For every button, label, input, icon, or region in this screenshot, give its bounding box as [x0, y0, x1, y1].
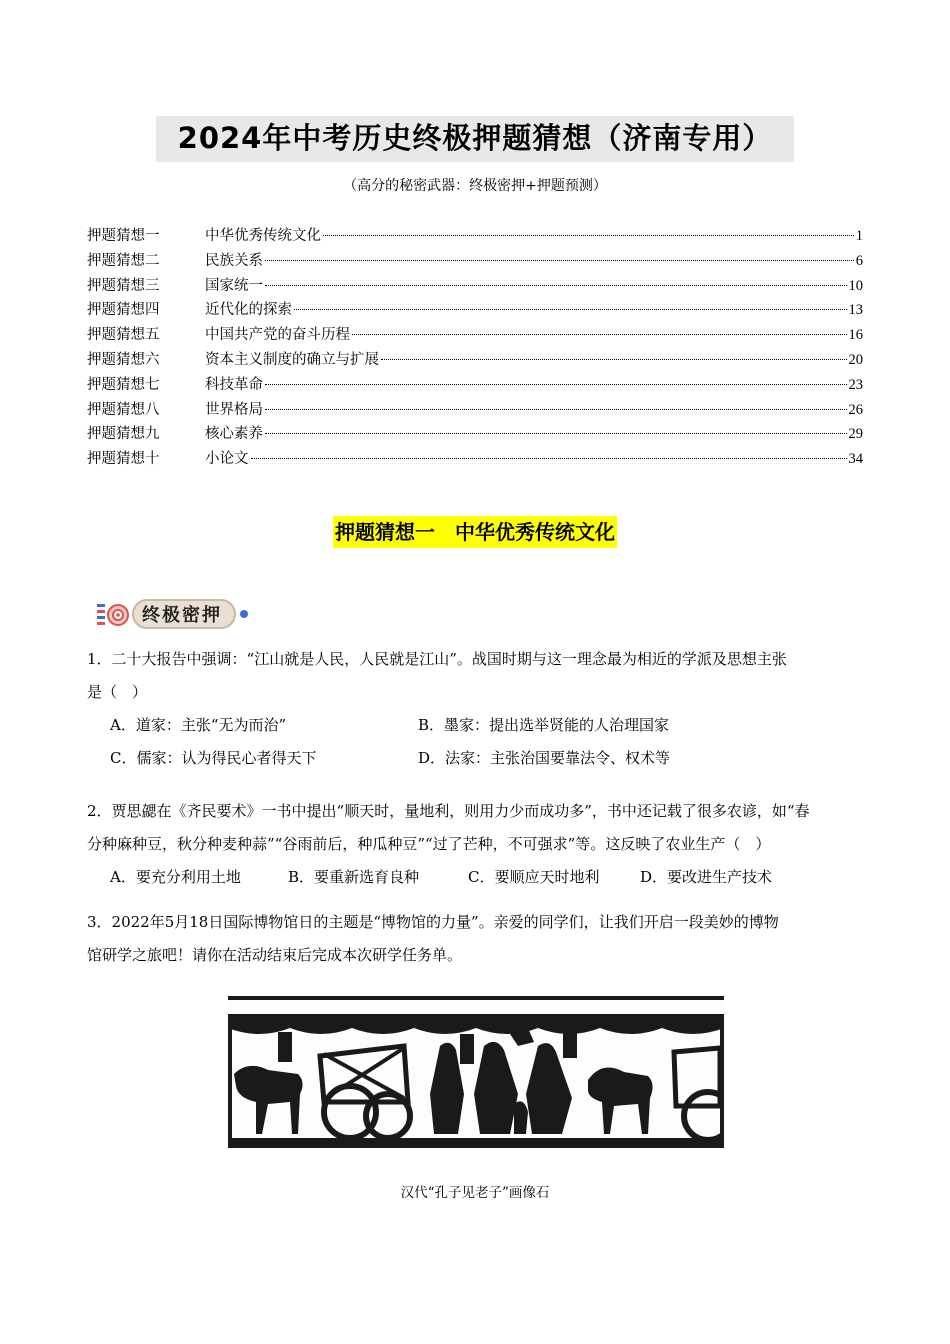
toc-entry-title: 中国共产党的奋斗历程 [205, 327, 350, 344]
toc-leader-dots [323, 235, 854, 236]
toc-entry[interactable] [87, 251, 863, 276]
toc-entry-label: 押题猜想二 [87, 252, 160, 269]
toc-entry-label: 押题猜想三 [87, 277, 160, 294]
toc-entry-label: 押题猜想八 [87, 401, 160, 418]
option-row [87, 861, 863, 894]
toc-entry-title: 资本主义制度的确立与扩展 [205, 351, 379, 368]
section-heading-wrap [0, 516, 950, 548]
option-a[interactable]: A．要充分利用土地 [110, 868, 241, 886]
toc-entry-page: 29 [848, 426, 863, 443]
toc-entry-title: 近代化的探索 [205, 302, 292, 319]
option-row [87, 742, 863, 775]
section-badge [96, 596, 248, 632]
toc-entry-title: 科技革命 [205, 376, 263, 393]
target-icon [96, 599, 130, 629]
toc-entry[interactable] [87, 276, 863, 301]
toc-entry-label: 押题猜想四 [87, 302, 160, 319]
document-title: 2024年中考历史终极押题猜想（济南专用） [156, 116, 795, 162]
toc-entry-title: 小论文 [205, 451, 249, 468]
toc-entry-label: 押题猜想十 [87, 451, 160, 468]
question-stem-line: 1．二十大报告中强调：“江山就是人民，人民就是江山”。战国时期与这一理念最为相近的学派及思想主张 [87, 650, 787, 668]
option-c[interactable]: C．儒家：认为得民心者得天下 [110, 749, 317, 767]
toc-entry[interactable] [87, 424, 863, 449]
toc-entry-label: 押题猜想九 [87, 426, 160, 443]
toc-entry-title: 核心素养 [205, 426, 263, 443]
document-subtitle: （高分的秘密武器：终极密押+押题预测） [343, 178, 607, 194]
question-2 [87, 795, 863, 894]
toc-leader-dots [265, 409, 847, 410]
toc-entry-page: 26 [848, 401, 863, 418]
toc-entry-page: 13 [848, 302, 863, 319]
question-stem-line: 是（ ） [87, 683, 148, 701]
toc-leader-dots [265, 285, 847, 286]
toc-entry-label: 押题猜想六 [87, 351, 160, 368]
toc-entry-label: 押题猜想五 [87, 327, 160, 344]
option-d[interactable]: D．法家：主张治国要靠法令、权术等 [418, 749, 671, 767]
toc-entry-title: 中华优秀传统文化 [205, 228, 321, 244]
badge-dot-icon [240, 610, 248, 618]
toc-entry[interactable] [87, 226, 863, 251]
toc-entry-page: 16 [848, 327, 863, 344]
toc-leader-dots [251, 458, 847, 459]
question-stem-line: 3．2022年5月18日国际博物馆日的主题是“博物馆的力量”。亲爱的同学们，让我们开启一段美妙的博物 [87, 913, 779, 931]
toc-entry-label: 押题猜想七 [87, 376, 160, 393]
option-a[interactable]: A．道家：主张“无为而治” [110, 716, 287, 734]
toc-entry-label: 押题猜想一 [87, 228, 160, 244]
stone-relief-image [228, 994, 724, 1148]
toc-entry-page: 34 [848, 451, 863, 468]
question-stem-line: 分种麻种豆，秋分种麦种蒜”“谷雨前后，种瓜种豆”“过了芒种，不可强求”等。这反映了农业生产（ ） [87, 835, 771, 853]
option-d[interactable]: D．要改进生产技术 [640, 868, 773, 886]
toc-entry[interactable] [87, 400, 863, 425]
option-b[interactable]: B．要重新选育良种 [288, 868, 420, 886]
option-b[interactable]: B．墨家：提出选举贤能的人治理国家 [418, 716, 670, 734]
option-row [87, 709, 863, 742]
toc-leader-dots [381, 359, 847, 360]
toc-entry-page: 10 [848, 277, 863, 294]
section-heading: 押题猜想一 中华优秀传统文化 [333, 516, 617, 548]
toc-leader-dots [352, 334, 847, 335]
option-c[interactable]: C．要顺应天时地利 [468, 868, 600, 886]
question-stem-line: 2．贾思勰在《齐民要术》一书中提出“顺天时，量地利，则用力少而成功多”，书中还记载了很多农谚，如“春 [87, 802, 810, 820]
question-stem-line: 馆研学之旅吧！请你在活动结束后完成本次研学任务单。 [87, 946, 463, 964]
badge-label: 终极密押 [132, 599, 236, 629]
question-1 [87, 643, 863, 775]
question-3 [87, 906, 863, 972]
toc-leader-dots [265, 384, 847, 385]
toc-entry[interactable] [87, 350, 863, 375]
toc-leader-dots [265, 260, 854, 261]
toc-entry-page: 23 [848, 376, 863, 393]
toc-leader-dots [265, 433, 847, 434]
toc-entry[interactable] [87, 449, 863, 474]
toc-entry[interactable] [87, 325, 863, 350]
toc-entry-page: 6 [855, 252, 863, 269]
document-title-wrap [0, 116, 950, 162]
toc-entry-page: 20 [848, 351, 863, 368]
toc-entry-title: 国家统一 [205, 277, 263, 294]
toc-entry-page: 1 [855, 228, 863, 244]
toc-entry[interactable] [87, 300, 863, 325]
toc-leader-dots [294, 309, 847, 310]
toc-entry-title: 世界格局 [205, 401, 263, 418]
table-of-contents [87, 226, 863, 474]
toc-entry[interactable] [87, 375, 863, 400]
toc-entry-title: 民族关系 [205, 252, 263, 269]
figure-caption: 汉代“孔子见老子”画像石 [400, 1185, 550, 1201]
